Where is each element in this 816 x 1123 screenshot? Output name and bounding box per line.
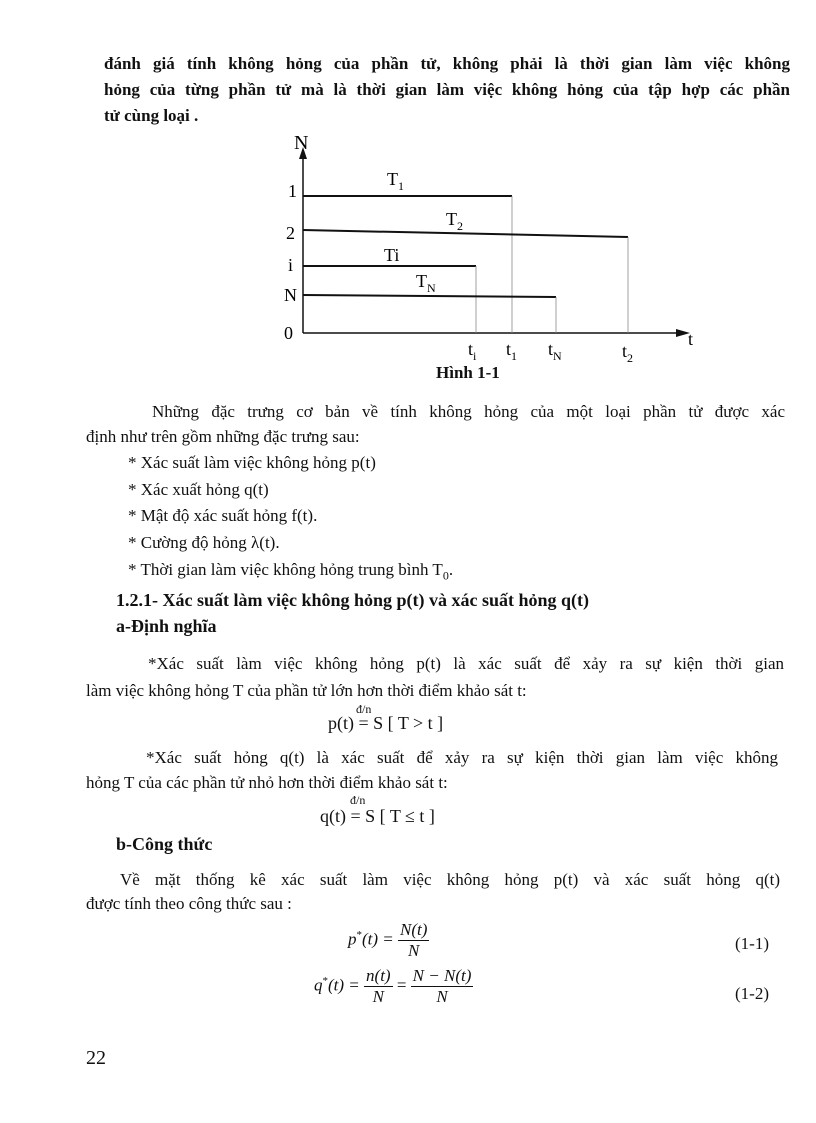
tick-label-i: i [288,255,294,275]
eq2-denominator-1: N [372,987,384,1006]
def2-line-1: *Xác suất hỏng q(t) là xác suất để xảy ra sự kiện thời gian làm việc không [146,748,778,767]
bar-sub-tn: N [427,281,436,295]
equation-1-1 [348,920,429,961]
bar-label-tn [416,271,436,295]
x-tick-ti: $t_i$ [468,339,477,363]
bullet-5 [128,560,453,585]
formula-p: p(t) = S [ T > t ] [328,713,444,733]
bar-tn [303,295,556,297]
heading-a: a-Định nghĩa [116,616,217,636]
intro-line-2: hỏng của từng phần tử mà là thời gian làm việc không hỏng của tập hợp các phần [104,80,790,99]
heading-1-2-1: 1.2.1- Xác suất làm việc không hỏng p(t) và xác suất hỏng q(t) [116,590,590,610]
eq1-numerator: N(t) [400,920,428,939]
def1-marker: đ/n [356,702,372,716]
bullet-5-end: . [448,560,454,579]
eq2-fraction-1 [364,966,393,1007]
intro-line-3: tử cùng loại . [104,106,199,125]
axis-x-label: t [688,329,694,349]
eq2-equals: = [396,975,407,995]
bar-sub-t1: 1 [398,179,404,193]
bar-name-t1: T [387,169,398,189]
x-tick-tn: $t_N$ [548,339,562,363]
tick-label-1: 1 [288,181,297,201]
bullet-3: * Mật độ xác suất hỏng f(t). [128,506,318,525]
eq2-lhs-rest: (t) = [328,975,360,995]
eq1-lhs-rest: (t) = [362,929,394,949]
p1-line-2: định như trên gồm những đặc trưng sau: [86,427,360,446]
intro-line-1: đánh giá tính không hỏng của phần tử, không phải là thời gian làm việc không [104,54,790,73]
bar-name-t2: T [446,209,457,229]
bullet-5-sub: 0 [442,568,449,583]
eq1-denominator: N [408,941,420,960]
bar-t2 [303,230,628,237]
eq1-fraction [398,920,429,961]
bar-name-tn: T [416,271,427,291]
eq2-label: (1-2) [735,984,769,1003]
figure-caption: Hình 1-1 [436,363,500,382]
bullet-4: * Cường độ hỏng λ(t). [128,533,280,552]
def2-marker: đ/n [350,793,366,807]
bar-sub-t2: 2 [457,219,463,233]
eq2-denominator-2: N [436,987,448,1006]
x-tick-t1: $t_1$ [506,339,518,363]
axis-y-label: N [294,132,309,154]
eq2-fraction-2 [411,966,474,1007]
p1-line-1: Những đặc trưng cơ bản về tính không hỏng của một loại phần tử được xác [152,402,785,421]
def1-line-2: làm việc không hỏng T của phần tử lớn hơn thời điểm khảo sát t: [86,681,527,700]
def2-line-2: hỏng T của các phần tử nhỏ hơn thời điểm khảo sát t: [86,773,448,792]
eq1-star: * [356,928,362,941]
page-number: 22 [86,1047,106,1069]
x-tick-t2: $t_2$ [622,341,634,365]
equation-1-2 [314,966,473,1007]
b-line-2: được tính theo công thức sau : [86,894,292,913]
bar-label-ti: Ti [384,245,400,265]
eq2-lhs: q [314,975,323,995]
tick-label-n: N [284,285,297,305]
bullet-2: * Xác xuất hỏng q(t) [128,480,269,499]
eq1-lhs: p [348,929,357,949]
def1-line-1: *Xác suất làm việc không hỏng p(t) là xác suất để xảy ra sự kiện thời gian [148,654,784,673]
tick-label-2: 2 [286,223,295,243]
bar-label-t1 [387,169,404,193]
bar-label-t2 [446,209,463,233]
eq2-numerator-1: n(t) [366,966,391,985]
heading-b: b-Công thức [116,834,213,854]
bullet-1: * Xác suất làm việc không hỏng p(t) [128,453,376,472]
formula-q: q(t) = S [ T ≤ t ] [320,806,435,826]
b-line-1: Về mặt thống kê xác suất làm việc không hỏng p(t) và xác suất hỏng q(t) [120,870,780,889]
figure-1-1 [270,125,710,385]
origin-label: 0 [284,323,293,343]
eq1-label: (1-1) [735,934,769,953]
eq2-star: * [322,974,328,987]
bullet-5-text: * Thời gian làm việc không hỏng trung bình T [128,560,443,579]
eq2-numerator-2: N − N(t) [412,966,472,985]
